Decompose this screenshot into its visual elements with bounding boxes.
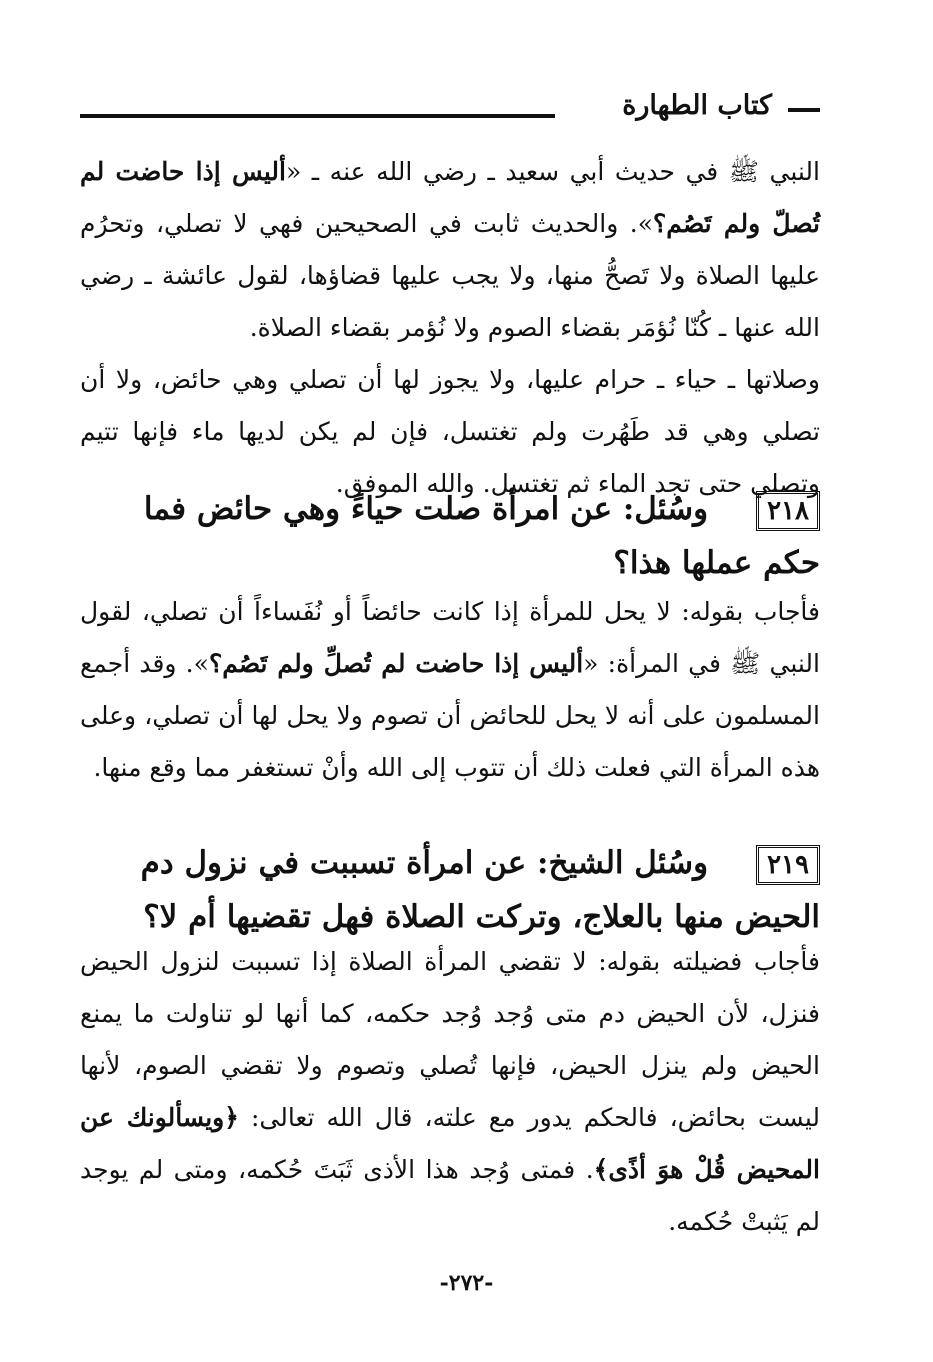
question-text: وسُئل: عن امرأة صلت حياءً وهي حائض فما حكم عملها هذا؟: [143, 491, 820, 581]
question-219: [80, 836, 820, 944]
chapter-title: كتاب الطهارة: [622, 90, 772, 121]
page-number: -٢٧٢-: [439, 1270, 494, 1296]
quran-verse: ﴿ويسألونك عن المحيض قُلْ هوَ أذًى﴾: [80, 1103, 820, 1184]
question-218: [80, 482, 820, 590]
paragraph-1: [80, 146, 820, 510]
answer-218: [80, 586, 820, 794]
header-rule-right: [788, 108, 820, 112]
text-span: النبي ﷺ في حديث أبي سعيد ـ رضي الله عنه ـ «: [285, 157, 820, 186]
question-number: ٢١٨: [756, 491, 820, 531]
paragraph-1-part-a: [80, 146, 820, 354]
text-span: فأجاب فضيلته بقوله: لا تقضي المرأة الصلاة إذا تسببت لنزول الحيض فنزل، لأن الحيض دم متى وُجد وُجد حكمه، كما أنها لو تناولت ما يمنع الحيض ولم ينزل الحيض، فإنها تُصلي وتصوم ولا تقضي الصوم، لأنها ليست بحائض، فالحكم يدور مع علته، قال الله تعالى:: [80, 947, 820, 1132]
answer-219: [80, 936, 820, 1248]
answer-218-text: [80, 586, 820, 794]
hadith-quote: أليس إذا حاضت لم تُصلِّ ولم تَصُم؟: [208, 649, 584, 678]
answer-219-text: [80, 936, 820, 1248]
hadith-quote: أليس إذا حاضت لم تُصلّ ولم تَصُم؟: [80, 157, 820, 238]
question-number: ٢١٩: [756, 845, 820, 885]
text-span: وصلاتها ـ حياء ـ حرام عليها، ولا يجوز لها أن تصلي وهي حائض، ولا أن تصلي وهي قد طَهُرت ولم تغتسل، فإن لم يكن لديها ماء فإنها تتيم وتصلي حتى تجد الماء ثم تغتسل. والله الموفق.: [80, 365, 820, 498]
header-rule-left: [80, 114, 555, 118]
question-text: وسُئل الشيخ: عن امرأة تسببت في نزول دم الحيض منها بالعلاج، وتركت الصلاة فهل تقضيها أم لا؟: [140, 845, 820, 935]
text-span: . فمتى وُجد هذا الأذى ثَبَتَ حُكمه، ومتى لم يوجد لم يَثبتْ حُكمه.: [80, 1155, 820, 1236]
text-span: ». والحديث ثابت في الصحيحين فهي لا تصلي، وتحرُم عليها الصلاة ولا تَصحُّ منها، ولا يجب عليها قضاؤها، لقول عائشة ـ رضي الله عنها ـ كُنّا نُؤمَر بقضاء الصوم ولا نُؤمر بقضاء الصلاة.: [80, 209, 820, 342]
text-span: ». وقد أجمع المسلمون على أنه لا يحل للحائض أن تصوم ولا يحل لها أن تصلي، وعلى هذه المرأة التي فعلت ذلك أن تتوب إلى الله وأنْ تستغفر مما وقع منها.: [80, 649, 820, 782]
running-header: [80, 88, 820, 128]
text-span: فأجاب بقوله: لا يحل للمرأة إذا كانت حائضاً أو نُفَساءاً أن تصلي، لقول النبي ﷺ في المرأة: «: [80, 597, 820, 678]
